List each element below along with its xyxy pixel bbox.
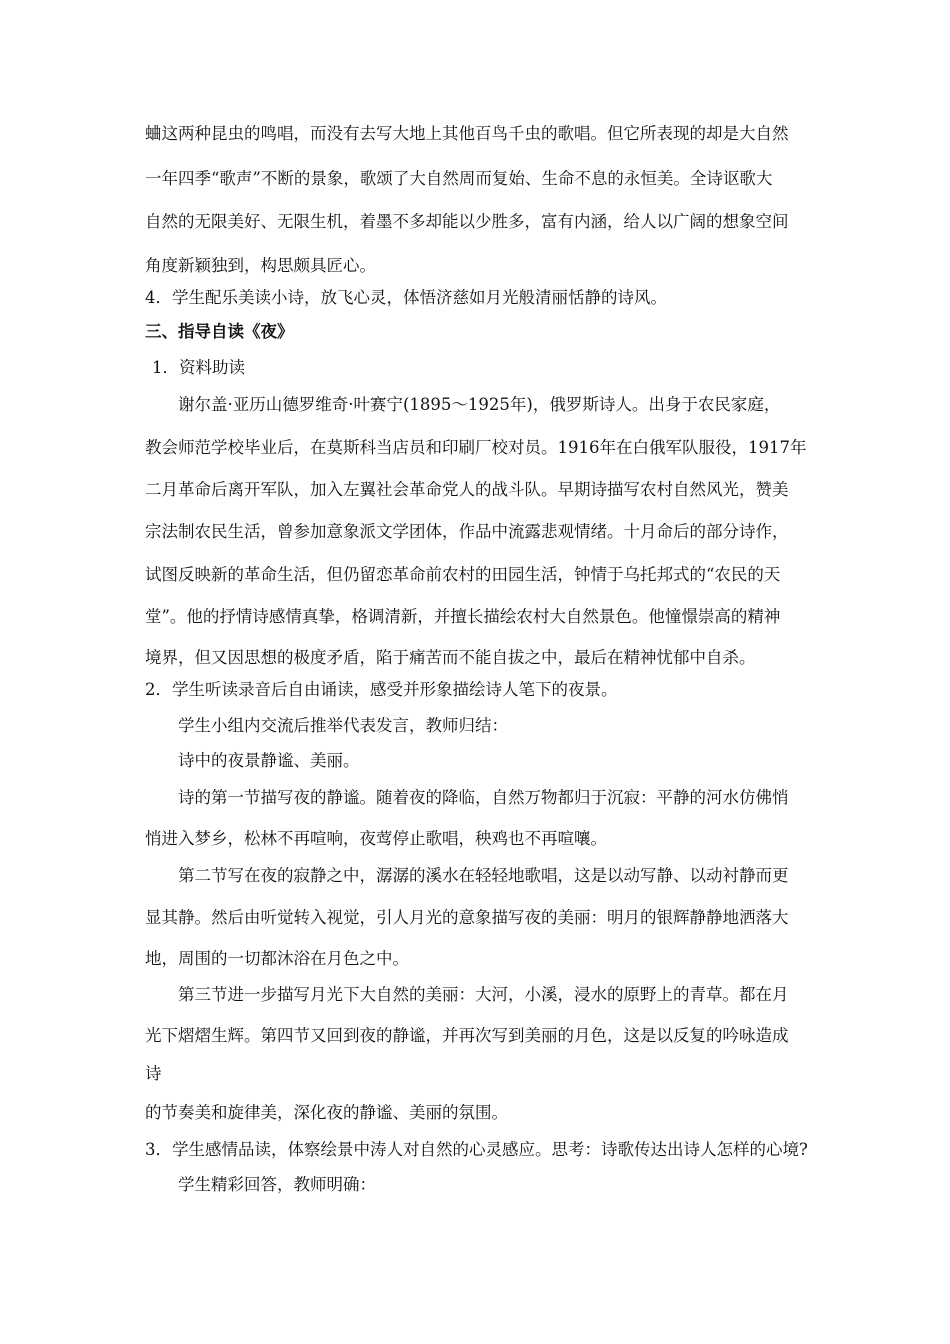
paragraph-line: 地，周围的一切都沐浴在月色之中。	[145, 949, 409, 968]
paragraph-line: 第二节写在夜的寂静之中，潺潺的溪水在轻轻地歌唱，这是以动写静、以动衬静而更	[178, 866, 789, 885]
list-item-4: 4．学生配乐美读小诗，放飞心灵，体悟济慈如月光般清丽恬静的诗风。	[145, 288, 667, 307]
bio-line: 境界，但又因思想的极度矛盾，陷于痛苦而不能自拔之中，最后在精神忧郁中自杀。	[145, 648, 756, 667]
paragraph-line: 蛐这两种昆虫的鸣唱，而没有去写大地上其他百鸟千虫的歌唱。但它所表现的却是大自然	[145, 124, 789, 143]
bio-line: 试图反映新的革命生活，但仍留恋革命前农村的田园生活，钟情于乌托邦式的“农民的天	[145, 565, 781, 584]
bio-line: 谢尔盖·亚历山德罗维奇·叶赛宁(1895～1925年)，俄罗斯诗人。出身于农民家庭，	[178, 395, 781, 414]
bio-line: 教会师范学校毕业后，在莫斯科当店员和印刷厂校对员。1916年在白俄军队服役，1917年	[145, 438, 807, 457]
paragraph-line: 的节奏美和旋律美，深化夜的静谧、美丽的氛围。	[145, 1103, 508, 1122]
paragraph-line: 学生精彩回答，教师明确：	[178, 1175, 376, 1194]
list-item-3: 3．学生感情品读，体察绘景中涛人对自然的心灵感应。思考：诗歌传达出诗人怎样的心境?	[145, 1140, 808, 1159]
paragraph-line: 第三节进一步描写月光下大自然的美丽：大河，小溪，浸水的原野上的青草。都在月	[178, 985, 789, 1004]
bio-line: 堂”。他的抒情诗感情真挚，格调清新，并擅长描绘农村大自然景色。他憧憬崇高的精神	[145, 607, 781, 626]
paragraph-line: 悄进入梦乡，松林不再喧响，夜莺停止歌唱，秧鸡也不再喧嚷。	[145, 829, 607, 848]
paragraph-line: 自然的无限美好、无限生机，着墨不多却能以少胜多，富有内涵，给人以广阔的想象空间	[145, 212, 789, 231]
paragraph-line: 显其静。然后由听觉转入视觉，引人月光的意象描写夜的美丽：明月的银辉静静地洒落大	[145, 908, 789, 927]
bio-line: 二月革命后离开军队，加入左翼社会革命党人的战斗队。早期诗描写农村自然风光，赞美	[145, 480, 789, 499]
paragraph-line: 学生小组内交流后推举代表发言，教师归结：	[178, 716, 508, 735]
paragraph-line: 光下熠熠生辉。第四节又回到夜的静谧，并再次写到美丽的月色，这是以反复的吟咏造成	[145, 1026, 789, 1045]
paragraph-line: 一年四季“歌声”不断的景象，歌颂了大自然周而复始、生命不息的永恒美。全诗讴歌大	[145, 169, 773, 188]
section-heading: 三、指导自读《夜》	[145, 322, 294, 341]
paragraph-line: 诗	[145, 1064, 162, 1083]
list-item-2: 2．学生听读录音后自由诵读，感受并形象描绘诗人笔下的夜景。	[145, 680, 618, 699]
paragraph-line: 诗中的夜景静谧、美丽。	[178, 751, 360, 770]
paragraph-line: 诗的第一节描写夜的静谧。随着夜的降临，自然万物都归于沉寂：平静的河水仿佛悄	[178, 788, 789, 807]
subheading: 1．资料助读	[152, 358, 245, 377]
paragraph-line: 角度新颖独到，构思颇具匠心。	[145, 256, 376, 275]
bio-line: 宗法制农民生活，曾参加意象派文学团体，作品中流露悲观情绪。十月命后的部分诗作，	[145, 522, 789, 541]
